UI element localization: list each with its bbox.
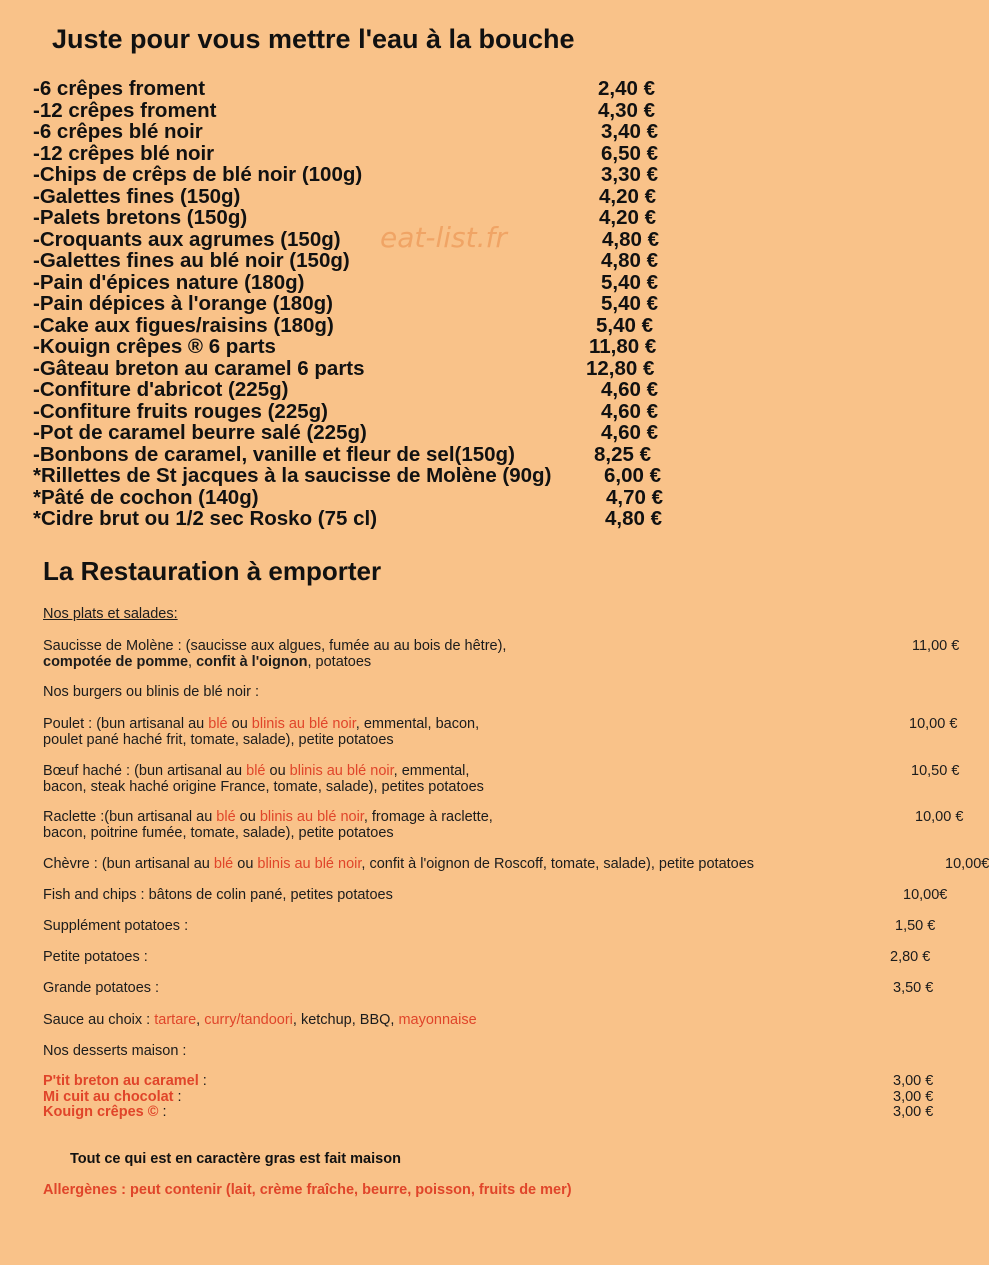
shop-item-label: -Gâteau breton au caramel 6 parts xyxy=(33,356,365,380)
shop-item xyxy=(33,422,693,444)
menu-item-grande: Grande potatoes : 3,50 € xyxy=(43,980,934,996)
shop-item-label: -Pot de caramel beurre salé (225g) xyxy=(33,421,367,444)
shop-item xyxy=(33,293,693,315)
shop-item-price: 4,80 € xyxy=(601,249,658,272)
dessert-suffix: : xyxy=(158,1104,167,1120)
shop-item-price: 4,60 € xyxy=(601,421,658,444)
shop-item-label: -Confiture fruits rouges (225g) xyxy=(33,399,328,423)
shop-item-label: -Cake aux figues/raisins (180g) xyxy=(33,313,334,337)
item-price: 10,00 € xyxy=(909,716,958,732)
item-price: 10,00€ xyxy=(903,887,948,903)
shop-item-label: -Pain d'épices nature (180g) xyxy=(33,270,305,294)
shop-item xyxy=(33,186,693,208)
shop-item-price: 11,80 € xyxy=(589,335,657,358)
shop-item-price: 4,60 € xyxy=(601,378,658,401)
shop-item xyxy=(33,164,693,186)
item-description: Saucisse de Molène : (saucisse aux algues, fumée au au bois de hêtre), xyxy=(43,638,507,654)
item-price: 1,50 € xyxy=(895,918,936,934)
item-price: 10,00€ xyxy=(945,856,989,872)
shop-item-label: -Pain dépices à l'orange (180g) xyxy=(33,292,333,315)
item-price: 2,80 € xyxy=(890,949,931,965)
dessert-item xyxy=(43,1073,934,1090)
dessert-suffix: : xyxy=(173,1088,182,1105)
menu-item-sauce: Sauce au choix : tartare, curry/tandoori, ketchup, BBQ, mayonnaise xyxy=(43,1012,477,1028)
shop-item-label: -Bonbons de caramel, vanille et fleur de sel(150g) xyxy=(33,442,515,466)
shop-item xyxy=(33,401,693,423)
shop-item-label: -Confiture d'abricot (225g) xyxy=(33,378,289,401)
shop-item xyxy=(33,143,693,165)
dessert-name: Kouign crêpes © xyxy=(43,1104,159,1120)
shop-item-price: 4,80 € xyxy=(605,507,662,530)
shop-item-label: -6 crêpes froment xyxy=(33,77,206,100)
page-title: Juste pour vous mettre l'eau à la bouche xyxy=(52,24,575,54)
dessert-price: 3,00 € xyxy=(893,1073,934,1089)
shop-item xyxy=(33,465,693,487)
shop-item xyxy=(33,444,693,466)
item-price: 10,50 € xyxy=(911,763,960,779)
item-description-line2: compotée de pomme, confit à l'oignon, potatoes xyxy=(43,654,372,670)
shop-item-price: 4,70 € xyxy=(606,485,663,509)
shop-item xyxy=(33,508,693,530)
shop-item-label: *Pâté de cochon (140g) xyxy=(33,485,259,509)
shop-item-label: -12 crêpes froment xyxy=(33,98,217,122)
item-price: 10,00 € xyxy=(915,809,964,825)
shop-item-price: 5,40 € xyxy=(596,313,653,337)
shop-item-label: -Galettes fines (150g) xyxy=(33,184,241,208)
shop-item xyxy=(33,100,693,122)
shop-item-price: 8,25 € xyxy=(594,442,651,466)
shop-item xyxy=(33,379,693,401)
menu-item-raclette: Raclette :(bun artisanal au blé ou blinis au blé noir, fromage à raclette, bacon, poitrine fumée, tomate, salade), petite potatoes 10,00 € xyxy=(43,809,964,841)
shop-item-label: *Rillettes de St jacques à la saucisse de Molène (90g) xyxy=(33,464,552,487)
shop-item xyxy=(33,336,693,358)
shop-item-price: 5,40 € xyxy=(601,292,658,315)
shop-item xyxy=(33,121,693,143)
shop-item-price: 3,30 € xyxy=(601,163,658,186)
watermark: eat-list.fr xyxy=(380,221,507,254)
dessert-suffix: : xyxy=(198,1073,207,1089)
shop-item-price: 4,60 € xyxy=(601,399,658,423)
shop-item-price: 5,40 € xyxy=(601,270,658,294)
shop-item-label: -Galettes fines au blé noir (150g) xyxy=(33,249,350,272)
menu-item-supplement: Supplément potatoes : 1,50 € xyxy=(43,918,936,934)
desserts-list xyxy=(43,1073,934,1121)
dessert-price: 3,00 € xyxy=(893,1104,934,1120)
shop-item xyxy=(33,78,693,100)
allergen-note: Allergènes : peut contenir (lait, crème fraîche, beurre, poisson, fruits de mer) xyxy=(43,1182,572,1198)
dessert-price: 3,00 € xyxy=(893,1088,934,1105)
shop-item-price: 4,20 € xyxy=(599,184,656,208)
shop-item-price: 12,80 € xyxy=(586,356,655,380)
homemade-note: Tout ce qui est en caractère gras est fait maison xyxy=(70,1151,401,1167)
dessert-name: P'tit breton au caramel xyxy=(43,1073,199,1089)
item-price: 3,50 € xyxy=(893,980,934,996)
plats-heading: Nos plats et salades: xyxy=(43,606,178,622)
shop-item-label: -Kouign crêpes ® 6 parts xyxy=(33,335,276,358)
shop-item-label: -12 crêpes blé noir xyxy=(33,141,215,165)
shop-item-label: -Croquants aux agrumes (150g) xyxy=(33,227,341,251)
shop-item xyxy=(33,358,693,380)
section-title-restauration: La Restauration à emporter xyxy=(43,556,382,586)
shop-item-price: 3,40 € xyxy=(601,120,658,143)
shop-item xyxy=(33,229,693,251)
burgers-heading: Nos burgers ou blinis de blé noir : xyxy=(43,684,260,700)
shop-item xyxy=(33,272,693,294)
shop-item-label: -6 crêpes blé noir xyxy=(33,120,203,143)
shop-item-price: 4,30 € xyxy=(598,98,655,122)
shop-item-price: 6,50 € xyxy=(601,141,658,165)
menu-item-poulet: Poulet : (bun artisanal au blé ou blinis au blé noir, emmental, bacon, poulet pané haché frit, tomate, salade), petite potatoes 10,00 € xyxy=(43,716,958,748)
shop-item-label: -Chips de crêps de blé noir (100g) xyxy=(33,163,363,186)
shop-item-price: 4,80 € xyxy=(602,227,659,251)
menu-item-petite: Petite potatoes : 2,80 € xyxy=(43,949,931,965)
shop-item-label: -Palets bretons (150g) xyxy=(33,206,248,229)
menu-item-fish: Fish and chips : bâtons de colin pané, petites potatoes 10,00€ xyxy=(43,887,948,903)
shop-item-price: 2,40 € xyxy=(598,77,655,100)
shop-item xyxy=(33,207,693,229)
shop-item-label: *Cidre brut ou 1/2 sec Rosko (75 cl) xyxy=(33,507,378,530)
desserts-heading: Nos desserts maison : xyxy=(43,1043,187,1059)
menu-item-saucisse xyxy=(43,638,960,670)
shop-item-price: 4,20 € xyxy=(599,206,656,229)
shop-item xyxy=(33,315,693,337)
menu-item-boeuf: Bœuf haché : (bun artisanal au blé ou blinis au blé noir, emmental, bacon, steak haché origine France, tomate, salade), petites potatoes 10,50 € xyxy=(43,763,960,795)
dessert-name: Mi cuit au chocolat xyxy=(43,1088,174,1105)
item-price: 11,00 € xyxy=(912,638,960,654)
shop-item xyxy=(33,487,693,509)
shop-item xyxy=(33,250,693,272)
shop-item-price: 6,00 € xyxy=(604,464,661,487)
shop-items-list xyxy=(33,78,693,530)
menu-item-chevre: Chèvre : (bun artisanal au blé ou blinis au blé noir, confit à l'oignon de Roscoff, tomate, salade), petite potatoes 10,00€ xyxy=(43,856,989,872)
dessert-item xyxy=(43,1088,934,1106)
dessert-item xyxy=(43,1104,934,1121)
